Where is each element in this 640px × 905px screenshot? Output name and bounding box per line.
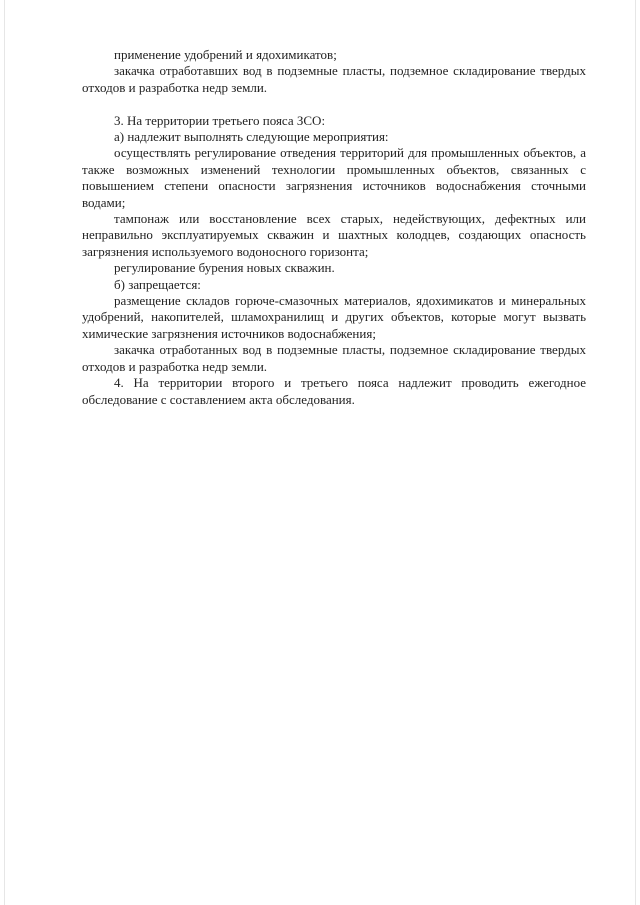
document-body: [82, 47, 586, 408]
paragraph-storage-prohibition: размещение складов горюче-смазочных материалов, ядохимикатов и минеральных удобрений, накопителей, шламохранилищ и других объектов, которые могут вызвать химические загрязнения источников водоснабжения;: [82, 293, 586, 341]
paragraph-wastewater-injection: закачка отработавших вод в подземные пласты, подземное складирование твердых отходов и разработка недр земли.: [82, 63, 586, 95]
scan-edge-right: [635, 0, 636, 905]
section-3-heading: 3. На территории третьего пояса ЗСО:: [114, 112, 326, 128]
paragraph-fertilizers: применение удобрений и ядохимикатов;: [114, 47, 337, 62]
paragraph-gap: [82, 96, 586, 112]
paragraph-new-wells: регулирование бурения новых скважин.: [114, 260, 335, 276]
paragraph-territory-regulation: осуществлять регулирование отведения территорий для промышленных объектов, а также возможных изменений технологии промышленных объектов, связанных с повышением степени опасности загрязнения источников водоснабжения сточными водами;: [82, 145, 586, 210]
paragraph-plugging-wells: тампонаж или восстановление всех старых, недействующих, дефектных или неправильно эксплуатируемых скважин и шахтных колодцев, создающих опасность загрязнения используемого водоносного горизонта;: [82, 211, 586, 259]
section-4-paragraph: 4. На территории второго и третьего пояса надлежит проводить ежегодное обследование с составлением акта обследования.: [82, 375, 586, 407]
subsection-a-heading: а) надлежит выполнять следующие мероприятия:: [114, 129, 389, 145]
scan-edge-left: [4, 0, 5, 905]
subsection-b-heading: б) запрещается:: [114, 276, 201, 292]
paragraph-injection-prohibition: закачка отработанных вод в подземные пласты, подземное складирование твердых отходов и разработка недр земли.: [82, 342, 586, 374]
